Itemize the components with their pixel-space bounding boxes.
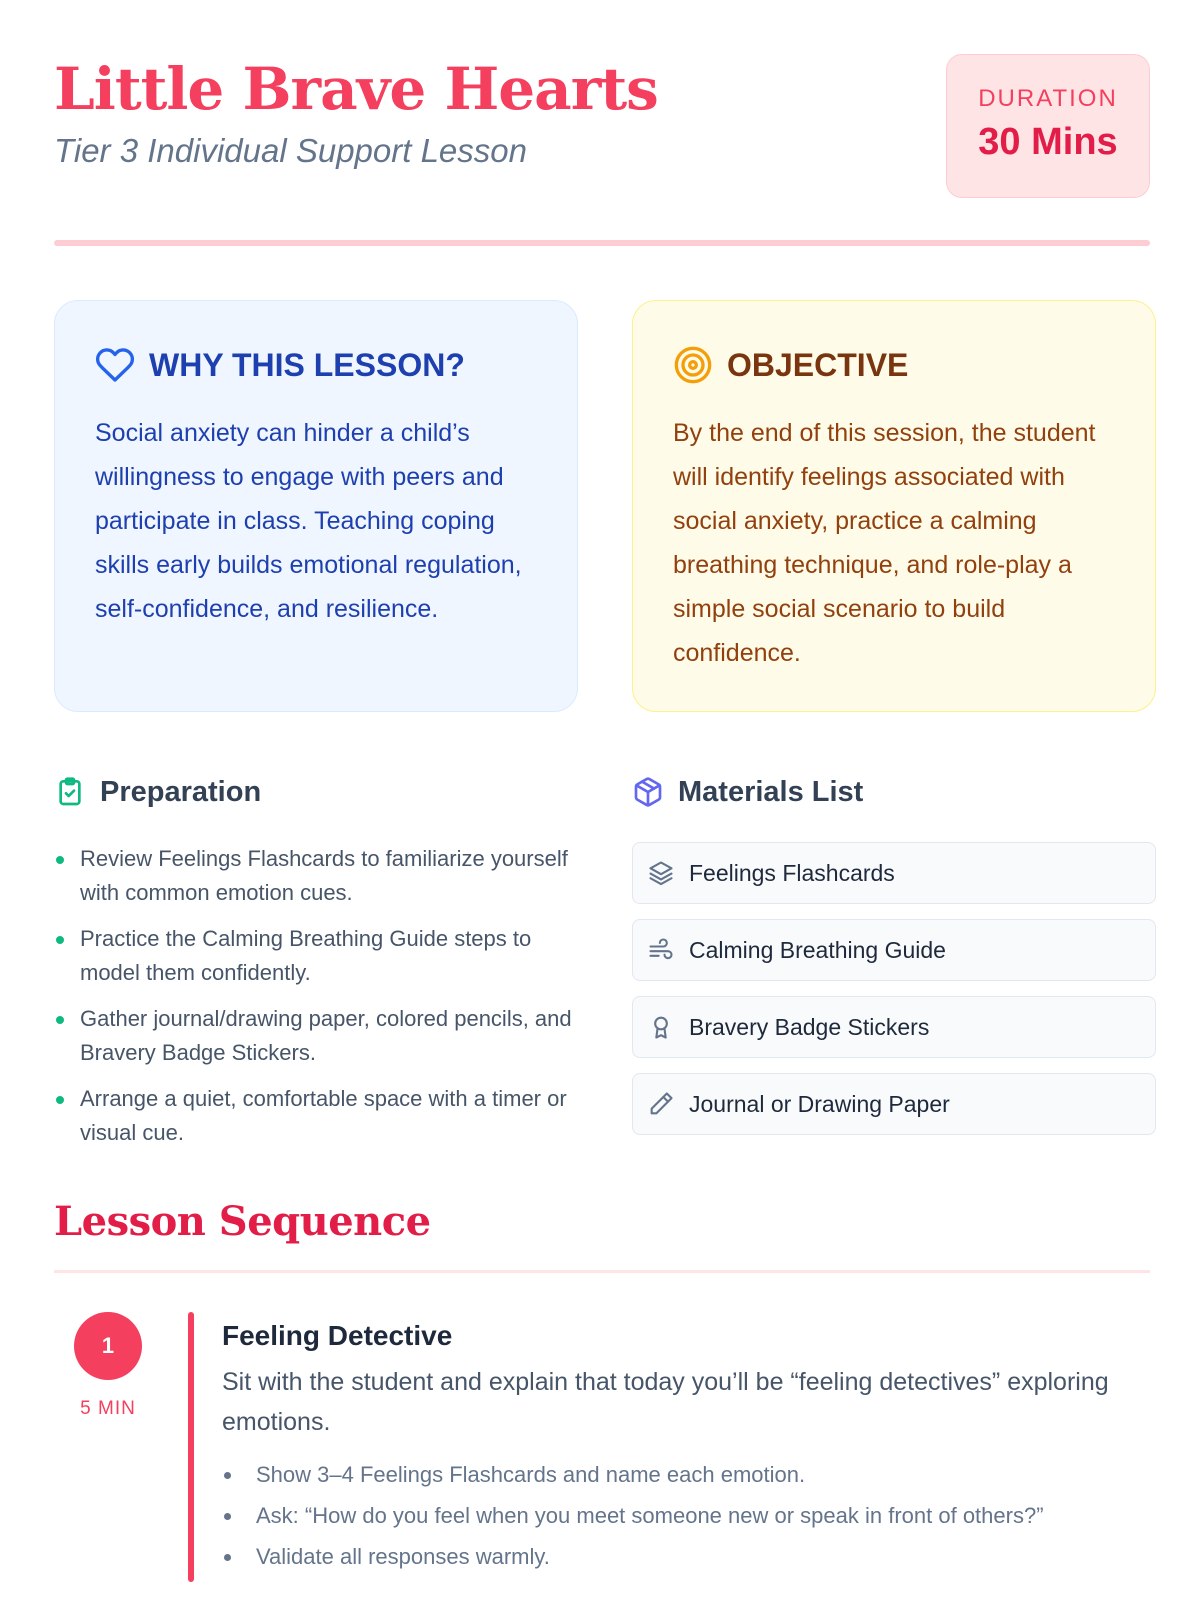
header-divider [54,240,1150,246]
list-item: Gather journal/drawing paper, colored pencils, and Bravery Badge Stickers. [54,1002,574,1070]
step-bullets [222,1454,1150,1577]
page-subtitle: Tier 3 Individual Support Lesson [54,132,527,169]
list-item: Validate all responses warmly. [222,1536,1150,1577]
materials-title: Materials List [678,775,864,808]
list-item: Practice the Calming Breathing Guide steps to model them confidently. [54,922,574,990]
materials-header [632,772,863,812]
step-timeline-bar [188,1312,194,1582]
material-label: Feelings Flashcards [689,859,895,886]
award-icon [647,1013,675,1041]
duration-label: DURATION [978,85,1118,112]
objective-body: By the end of this session, the student will identify feelings associated with social anxiety, practice a calming breathing technique, and role-play a simple social scenario to build confidence. [673,419,1096,667]
page-title: Little Brave Hearts [54,55,658,123]
objective-title: OBJECTIVE [727,346,909,383]
step-title: Feeling Detective [222,1320,453,1351]
box-icon [632,776,664,808]
list-item: Review Feelings Flashcards to familiarize yourself with common emotion cues. [54,842,574,910]
step-duration: 5 MIN [80,1398,136,1419]
material-item-flashcards [632,842,1156,904]
objective-card [632,300,1156,712]
sequence-divider [54,1270,1150,1273]
material-label: Journal or Drawing Paper [689,1090,950,1117]
materials-list [632,842,1156,1150]
pencil-icon [647,1090,675,1118]
why-title: WHY THIS LESSON? [149,346,465,383]
layers-icon [647,859,675,887]
preparation-header [54,772,261,812]
step-description: Sit with the student and explain that today you’ll be “feeling detectives” exploring emotions. [222,1368,1109,1436]
step-content [222,1320,1150,1577]
material-item-breathing-guide [632,919,1156,981]
material-label: Bravery Badge Stickers [689,1013,930,1040]
why-body: Social anxiety can hinder a child’s willingness to engage with peers and participate in class. Teaching coping skills early builds emotional regulation, self-confidence, and resilience. [95,419,522,623]
material-label: Calming Breathing Guide [689,936,946,963]
material-item-badge-stickers [632,996,1156,1058]
lesson-header [54,54,1150,194]
list-item: Show 3–4 Feelings Flashcards and name each emotion. [222,1454,1150,1495]
list-item: Ask: “How do you feel when you meet someone new or speak in front of others?” [222,1495,1150,1536]
duration-value: 30 Mins [978,121,1118,163]
list-item: Arrange a quiet, comfortable space with a timer or visual cue. [54,1082,574,1150]
duration-badge [946,54,1150,198]
why-card [54,300,578,712]
preparation-list [54,842,574,1162]
lesson-step [54,1312,1150,1588]
preparation-title: Preparation [100,775,262,808]
heart-icon [95,345,135,385]
wind-icon [647,936,675,964]
clipboard-check-icon [54,776,86,808]
step-number-badge: 1 [74,1312,142,1380]
lesson-sequence-title: Lesson Sequence [54,1198,431,1245]
material-item-journal [632,1073,1156,1135]
target-icon [673,345,713,385]
